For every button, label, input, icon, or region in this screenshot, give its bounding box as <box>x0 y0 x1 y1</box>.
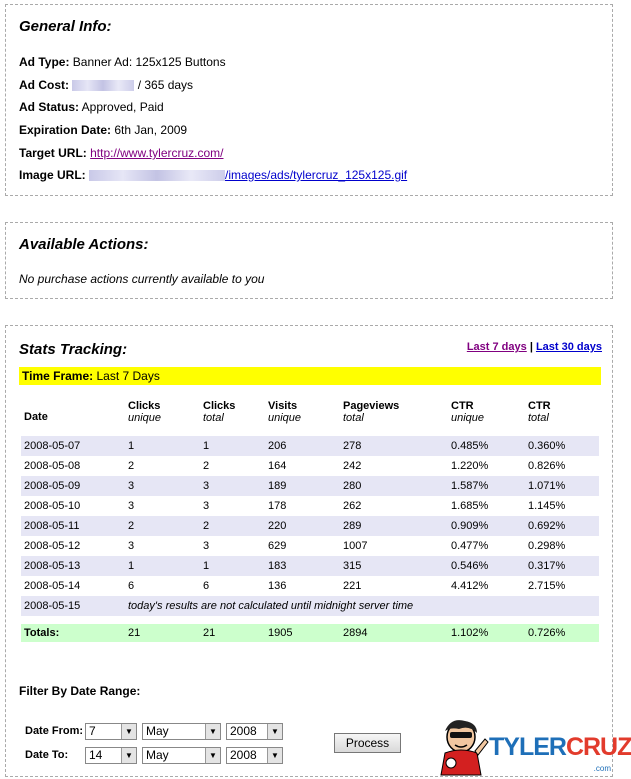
col-ctr-unique: CTR unique <box>451 400 485 424</box>
table-cell: 1 <box>125 556 200 576</box>
table-row <box>21 516 599 536</box>
expiration-value: 6th Jan, 2009 <box>114 123 188 137</box>
table-cell: 3 <box>125 496 200 516</box>
table-cell: 2008-05-07 <box>21 436 125 456</box>
totals-cell: 0.726% <box>525 624 599 642</box>
table-cell: 6 <box>125 576 200 596</box>
table-cell: 0.826% <box>525 456 599 476</box>
col-date: Date <box>24 411 48 423</box>
table-cell: 1.220% <box>448 456 525 476</box>
ad-type-value: Banner Ad: 125x125 Buttons <box>72 55 226 69</box>
image-url-label: Image URL: <box>19 168 86 182</box>
table-row <box>21 556 599 576</box>
table-cell: 629 <box>265 536 340 556</box>
from-month-select[interactable]: May ▼ <box>142 723 221 740</box>
stats-tracking-panel <box>5 325 631 777</box>
table-cell: 1.145% <box>525 496 599 516</box>
table-cell: 2 <box>200 516 265 536</box>
logo-domain: .com <box>593 764 611 773</box>
col-clicks-unique: Clicks unique <box>128 400 162 424</box>
table-cell: 3 <box>200 476 265 496</box>
stats-tracking-heading: Stats Tracking: <box>19 341 128 358</box>
from-year-select[interactable]: 2008 ▼ <box>226 723 283 740</box>
table-cell: 6 <box>200 576 265 596</box>
table-cell: 289 <box>340 516 448 536</box>
table-cell: 2008-05-13 <box>21 556 125 576</box>
tylercruz-logo <box>431 717 631 775</box>
totals-cell: 21 <box>200 624 265 642</box>
stats-table <box>21 398 599 642</box>
target-url-link[interactable]: http://www.tylercruz.com/ <box>90 146 224 160</box>
table-cell: 221 <box>340 576 448 596</box>
from-day-select[interactable]: 7 ▼ <box>85 723 137 740</box>
ad-status-label: Ad Status: <box>19 100 79 114</box>
chevron-down-icon: ▼ <box>205 748 220 763</box>
table-cell: 164 <box>265 456 340 476</box>
table-cell: 183 <box>265 556 340 576</box>
col-clicks-total: Clicks total <box>203 400 236 424</box>
table-cell: 1.587% <box>448 476 525 496</box>
table-cell: 178 <box>265 496 340 516</box>
table-cell: 315 <box>340 556 448 576</box>
table-cell: 0.546% <box>448 556 525 576</box>
mascot-icon <box>431 717 491 775</box>
totals-cell: 1905 <box>265 624 340 642</box>
table-spacer <box>21 616 599 624</box>
totals-cell: 1.102% <box>448 624 525 642</box>
table-cell: 3 <box>200 496 265 516</box>
last-30-days-link[interactable]: Last 30 days <box>535 341 602 353</box>
totals-cell: 2894 <box>340 624 448 642</box>
col-ctr-total: CTR total <box>528 400 551 424</box>
table-cell: 1.685% <box>448 496 525 516</box>
date-from-label: Date From: <box>25 725 84 737</box>
timeframe-value: Last 7 Days <box>96 369 160 383</box>
table-row <box>21 456 599 476</box>
image-url-link[interactable]: /images/ads/tylercruz_125x125.gif <box>225 168 408 182</box>
table-cell: 189 <box>265 476 340 496</box>
pending-date: 2008-05-15 <box>21 596 125 616</box>
image-url-row <box>19 168 407 182</box>
range-links <box>467 341 602 353</box>
table-cell: 2008-05-08 <box>21 456 125 476</box>
timeframe-bar <box>19 367 601 385</box>
table-cell: 0.909% <box>448 516 525 536</box>
table-cell: 136 <box>265 576 340 596</box>
table-cell: 2008-05-09 <box>21 476 125 496</box>
redacted-cost <box>72 80 134 91</box>
table-cell: 280 <box>340 476 448 496</box>
to-year-select[interactable]: 2008 ▼ <box>226 747 283 764</box>
table-row <box>21 576 599 596</box>
totals-label: Totals: <box>21 624 125 642</box>
totals-cell: 21 <box>125 624 200 642</box>
ad-status-value: Approved, Paid <box>81 100 164 114</box>
chevron-down-icon: ▼ <box>267 748 282 763</box>
to-month-select[interactable]: May ▼ <box>142 747 221 764</box>
table-cell: 0.477% <box>448 536 525 556</box>
table-row <box>21 536 599 556</box>
table-cell: 0.360% <box>525 436 599 456</box>
timeframe-label: Time Frame: <box>22 369 94 383</box>
ad-type-label: Ad Type: <box>19 55 70 69</box>
table-cell: 2008-05-10 <box>21 496 125 516</box>
logo-text: TYLERCRUZ <box>489 733 631 761</box>
table-cell: 2008-05-12 <box>21 536 125 556</box>
redacted-domain <box>89 170 225 181</box>
ad-status-row <box>19 100 164 114</box>
table-cell: 2008-05-11 <box>21 516 125 536</box>
table-cell: 1 <box>125 436 200 456</box>
table-cell: 3 <box>200 536 265 556</box>
col-pageviews-total: Pageviews total <box>343 400 400 424</box>
pending-row <box>21 596 599 616</box>
ad-cost-row <box>19 78 193 92</box>
general-info-heading: General Info: <box>19 18 112 35</box>
table-row <box>21 476 599 496</box>
table-cell: 0.317% <box>525 556 599 576</box>
filter-heading: Filter By Date Range: <box>19 684 141 698</box>
table-cell: 262 <box>340 496 448 516</box>
table-row <box>21 496 599 516</box>
table-cell: 1 <box>200 556 265 576</box>
target-url-row <box>19 146 224 160</box>
ad-cost-label: Ad Cost: <box>19 78 69 92</box>
no-actions-note: No purchase actions currently available to you <box>19 272 265 286</box>
table-cell: 278 <box>340 436 448 456</box>
col-visits-unique: Visits unique <box>268 400 302 424</box>
table-cell: 2 <box>125 516 200 536</box>
range-separator: | <box>529 341 533 353</box>
chevron-down-icon: ▼ <box>267 724 282 739</box>
table-cell: 0.485% <box>448 436 525 456</box>
target-url-label: Target URL: <box>19 146 87 160</box>
table-cell: 4.412% <box>448 576 525 596</box>
pending-note: today's results are not calculated until midnight server time <box>125 596 599 616</box>
table-cell: 2 <box>125 456 200 476</box>
process-button[interactable]: Process <box>334 733 401 753</box>
date-to-label: Date To: <box>25 749 69 761</box>
table-cell: 2008-05-14 <box>21 576 125 596</box>
table-cell: 206 <box>265 436 340 456</box>
table-cell: 1.071% <box>525 476 599 496</box>
table-row <box>21 436 599 456</box>
table-cell: 1007 <box>340 536 448 556</box>
table-cell: 2.715% <box>525 576 599 596</box>
general-info-panel <box>5 4 613 196</box>
totals-row <box>21 624 599 642</box>
available-actions-panel <box>5 222 613 299</box>
last-7-days-link[interactable]: Last 7 days <box>466 341 527 353</box>
table-cell: 242 <box>340 456 448 476</box>
table-cell: 3 <box>125 536 200 556</box>
stats-header-row <box>21 398 599 436</box>
expiration-label: Expiration Date: <box>19 123 112 137</box>
table-cell: 2 <box>200 456 265 476</box>
table-cell: 220 <box>265 516 340 536</box>
ad-type-row <box>19 55 226 69</box>
table-cell: 1 <box>200 436 265 456</box>
to-day-select[interactable]: 14 ▼ <box>85 747 137 764</box>
table-cell: 0.692% <box>525 516 599 536</box>
chevron-down-icon: ▼ <box>121 748 136 763</box>
expiration-row <box>19 123 187 137</box>
table-cell: 3 <box>125 476 200 496</box>
ad-cost-value: / 365 days <box>137 78 194 92</box>
chevron-down-icon: ▼ <box>121 724 136 739</box>
available-actions-heading: Available Actions: <box>19 236 149 253</box>
table-cell: 0.298% <box>525 536 599 556</box>
chevron-down-icon: ▼ <box>205 724 220 739</box>
